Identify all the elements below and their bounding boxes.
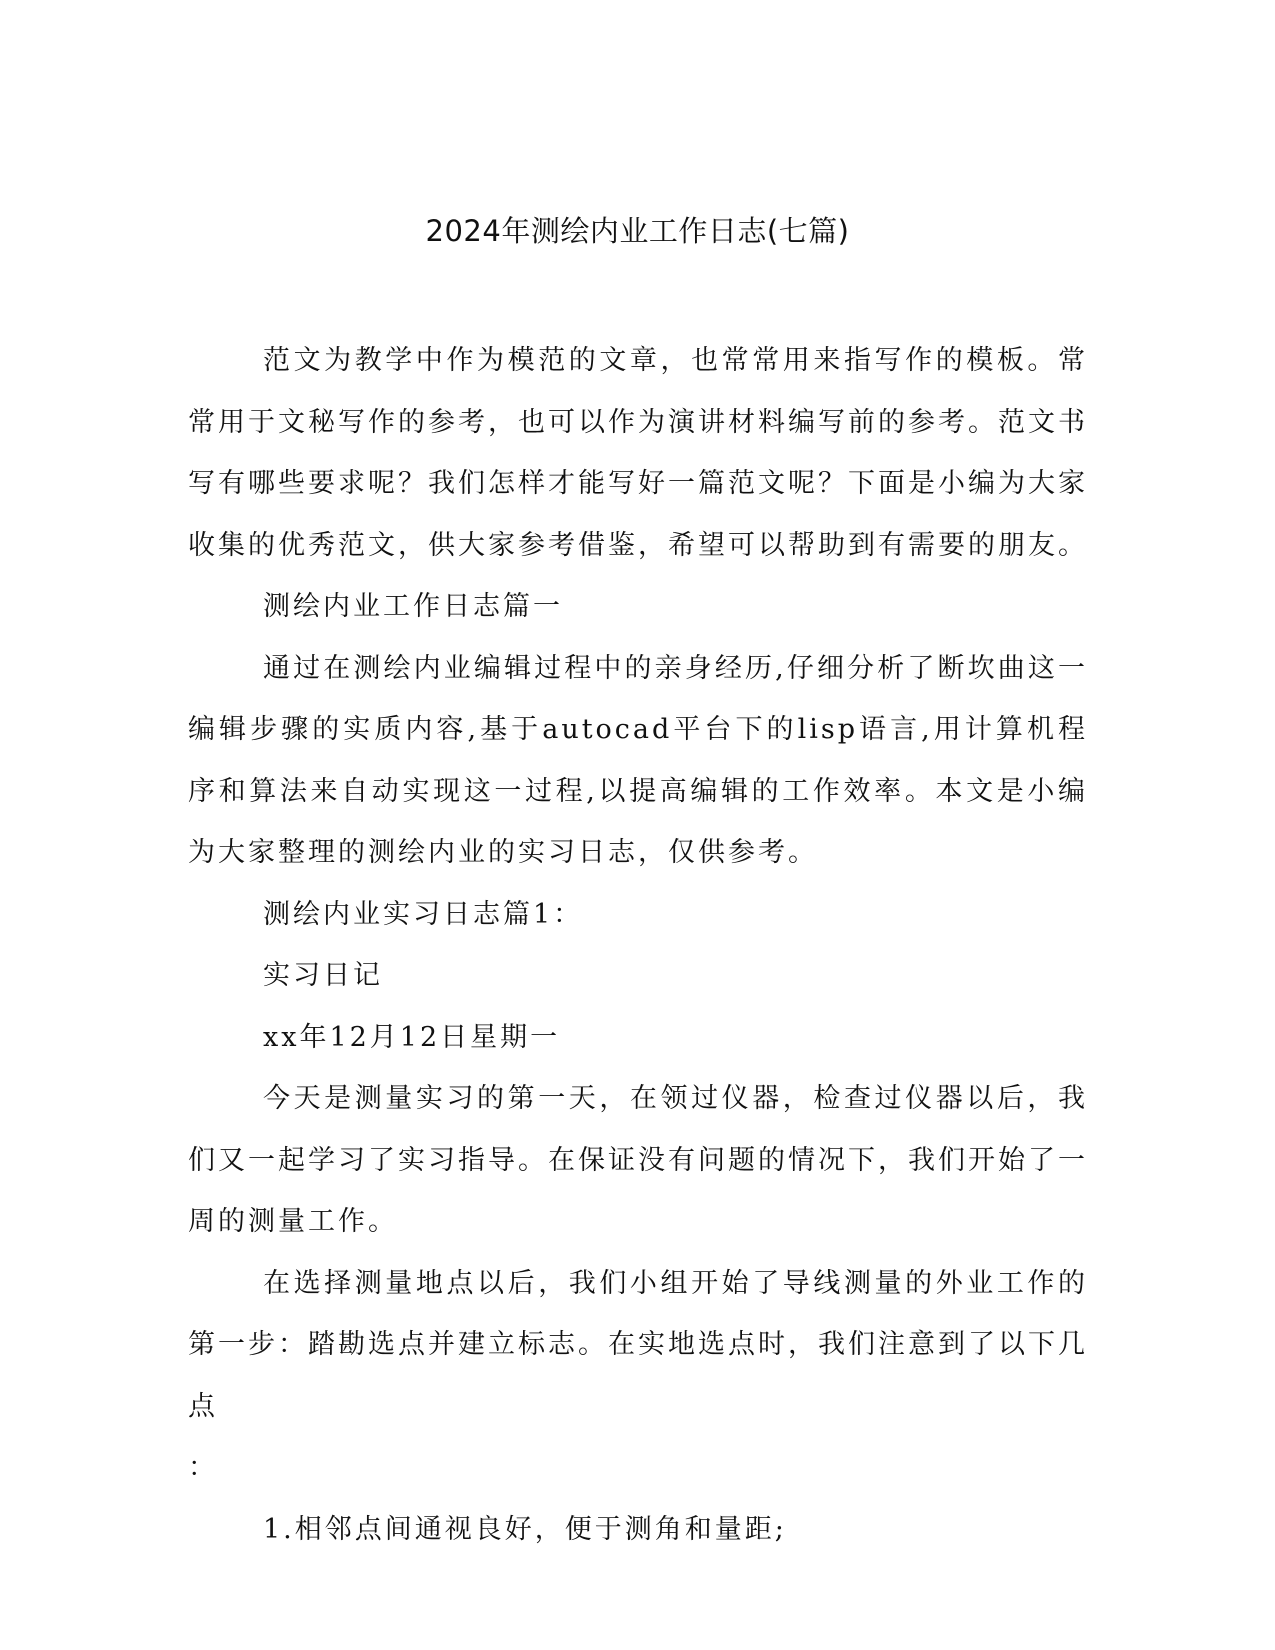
- list-item-1: 1.相邻点间通视良好，便于测角和量距;: [263, 1513, 787, 1545]
- document-title: 2024年测绘内业工作日志(七篇): [425, 214, 850, 248]
- summary-paragraph: 通过在测绘内业编辑过程中的亲身经历,仔细分析了断坎曲这一编辑步骤的实质内容,基于autocad平台下的lisp语言,用计算机程序和算法来自动实现这一过程,以提高编辑的工作效率。本文是小编为大家整理的测绘内业的实习日志，仅供参考。: [188, 652, 1088, 868]
- document-body: [188, 330, 1088, 1560]
- diary-paragraph-1: 今天是测量实习的第一天，在领过仪器，检查过仪器以后，我们又一起学习了实习指导。在保证没有问题的情况下，我们开始了一周的测量工作。: [188, 1083, 1088, 1237]
- colon-line: ：: [188, 1452, 215, 1483]
- diary-date: xx年12月12日星期一: [263, 1021, 561, 1053]
- diary-paragraph-2: 在选择测量地点以后，我们小组开始了导线测量的外业工作的第一步：踏勘选点并建立标志。在实地选点时，我们注意到了以下几点: [188, 1267, 1088, 1422]
- section-heading-2: 测绘内业实习日志篇1：: [263, 898, 584, 930]
- intro-paragraph: 范文为教学中作为模范的文章，也常常用来指写作的模板。常常用于文秘写作的参考，也可以作为演讲材料编写前的参考。范文书写有哪些要求呢？我们怎样才能写好一篇范文呢？下面是小编为大家收集的优秀范文，供大家参考借鉴，希望可以帮助到有需要的朋友。: [188, 345, 1088, 561]
- section-heading-1: 测绘内业工作日志篇一: [263, 591, 563, 622]
- diary-heading: 实习日记: [263, 960, 383, 991]
